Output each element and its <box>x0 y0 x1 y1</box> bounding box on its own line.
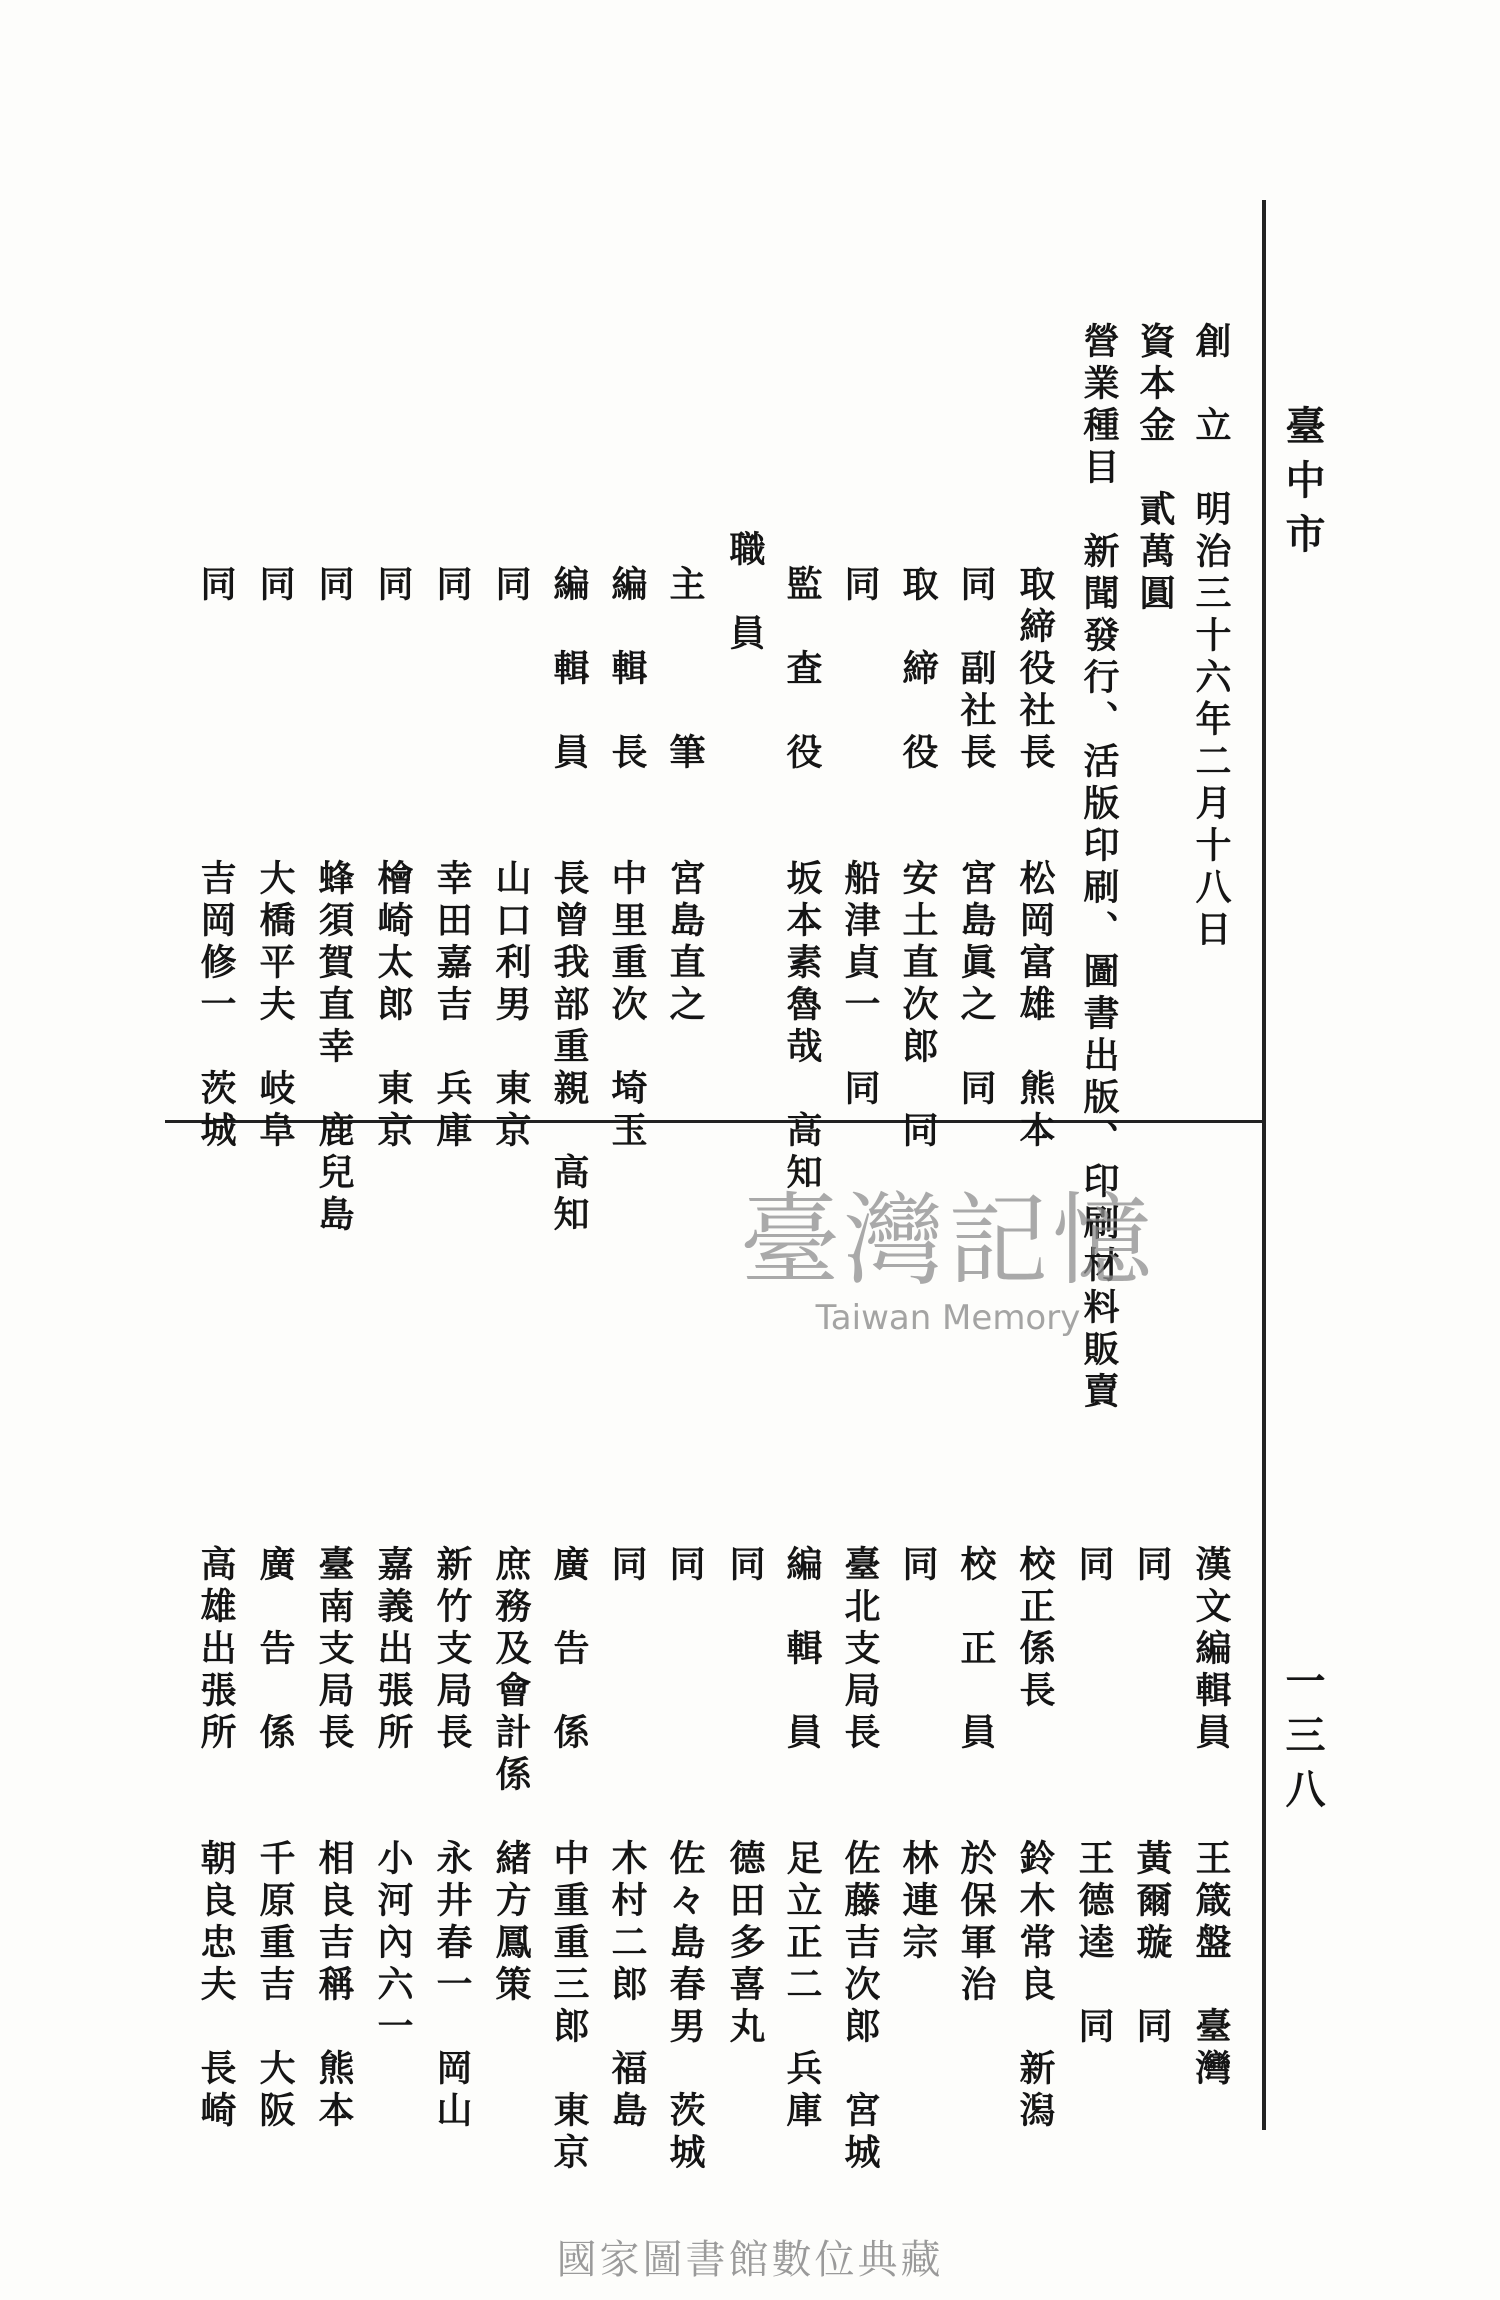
entry-tainan-advertising: 廣 告 係 千原重吉 大阪 <box>254 1545 296 2133</box>
entry-taipei-editor: 編 輯 員 足立正二 兵庫 <box>781 1545 823 2133</box>
entry-chiayi-office: 嘉義出張所 小河內六一 <box>372 1545 414 2049</box>
entry-founded: 創 立 明治三十六年二月十八日 <box>1190 322 1232 952</box>
watermark-subtitle: Taiwan Memory <box>815 1298 1081 1338</box>
entry-general-affairs: 庶務及會計係 緒方鳳策 <box>490 1545 532 2007</box>
entry-tainan-branch: 臺南支局長 相良吉稱 熊本 <box>313 1545 355 2133</box>
entry-editor-7: 同 吉岡修一 茨城 <box>195 565 237 1153</box>
entry-advertising: 廣 告 係 中重重三郎 東京 <box>548 1545 590 2175</box>
entry-vice-president: 同 副社長 宮島眞之 同 <box>955 565 997 1111</box>
entry-director: 取 締 役 安土直次郎 同 <box>897 565 939 1153</box>
entry-kanbun-editor-3: 同 王德逵 同 <box>1073 1545 1115 2049</box>
entry-taipei-editor-2: 同 德田多喜丸 <box>724 1545 766 2049</box>
entry-editor-5: 同 蜂須賀直幸 鹿兒島 <box>313 565 355 1237</box>
entry-chief-writer: 主 筆 宮島直之 <box>664 565 706 1027</box>
entry-proofreader-2: 同 林連宗 <box>897 1545 939 1965</box>
entry-taipei-editor-4: 同 木村二郎 福島 <box>606 1545 648 2133</box>
entry-editor-6: 同 大橋平夫 岐阜 <box>254 565 296 1153</box>
entry-capital: 資本金 貳萬圓 <box>1134 322 1176 616</box>
entry-editor: 編 輯 員 長曾我部重親 高知 <box>548 565 590 1237</box>
entry-kaohsiung-office: 高雄出張所 朝良忠夫 長崎 <box>195 1545 237 2133</box>
entry-proofreader: 校 正 員 於保軍治 <box>955 1545 997 2007</box>
entry-president: 取締役社長 松岡富雄 熊本 <box>1014 565 1056 1153</box>
watermark-title: 臺灣記憶 <box>740 1182 1156 1299</box>
entry-kanbun-editor-2: 同 黃爾璇 同 <box>1131 1545 1173 2049</box>
entry-director-2: 同 船津貞一 同 <box>839 565 881 1111</box>
vertical-rule <box>1262 200 1266 2130</box>
entry-proof-chief: 校正係長 鈴木常良 新潟 <box>1014 1545 1056 2133</box>
entry-taipei-editor-3: 同 佐々島春男 茨城 <box>664 1545 706 2175</box>
entry-business: 營業種目 新聞發行、活版印刷、圖書出版、印刷材料販賣 <box>1078 322 1120 1414</box>
entry-hsinchu-branch: 新竹支局長 永井春一 岡山 <box>431 1545 473 2133</box>
header-title: 臺中市 <box>1279 405 1326 567</box>
entry-editor-3: 同 幸田嘉吉 兵庫 <box>431 565 473 1153</box>
entry-editor-4: 同 檜崎太郎 東京 <box>372 565 414 1153</box>
entry-editor-2: 同 山口利男 東京 <box>490 565 532 1153</box>
watermark <box>740 1160 1156 1338</box>
entry-chief-editor: 編 輯 長 中里重次 埼玉 <box>606 565 648 1153</box>
entry-kanbun-editor: 漢文編輯員 王箴盤 臺灣 <box>1190 1545 1232 2091</box>
staff-heading: 職 員 <box>724 530 766 656</box>
page-number: 一三八 <box>1279 1660 1326 1822</box>
entry-auditor: 監 査 役 坂本素魯哉 高知 <box>781 565 823 1195</box>
entry-taipei-branch-chief: 臺北支局長 佐藤吉次郎 宮城 <box>839 1545 881 2175</box>
footer-credit: 國家圖書館數位典藏 <box>556 2237 944 2283</box>
